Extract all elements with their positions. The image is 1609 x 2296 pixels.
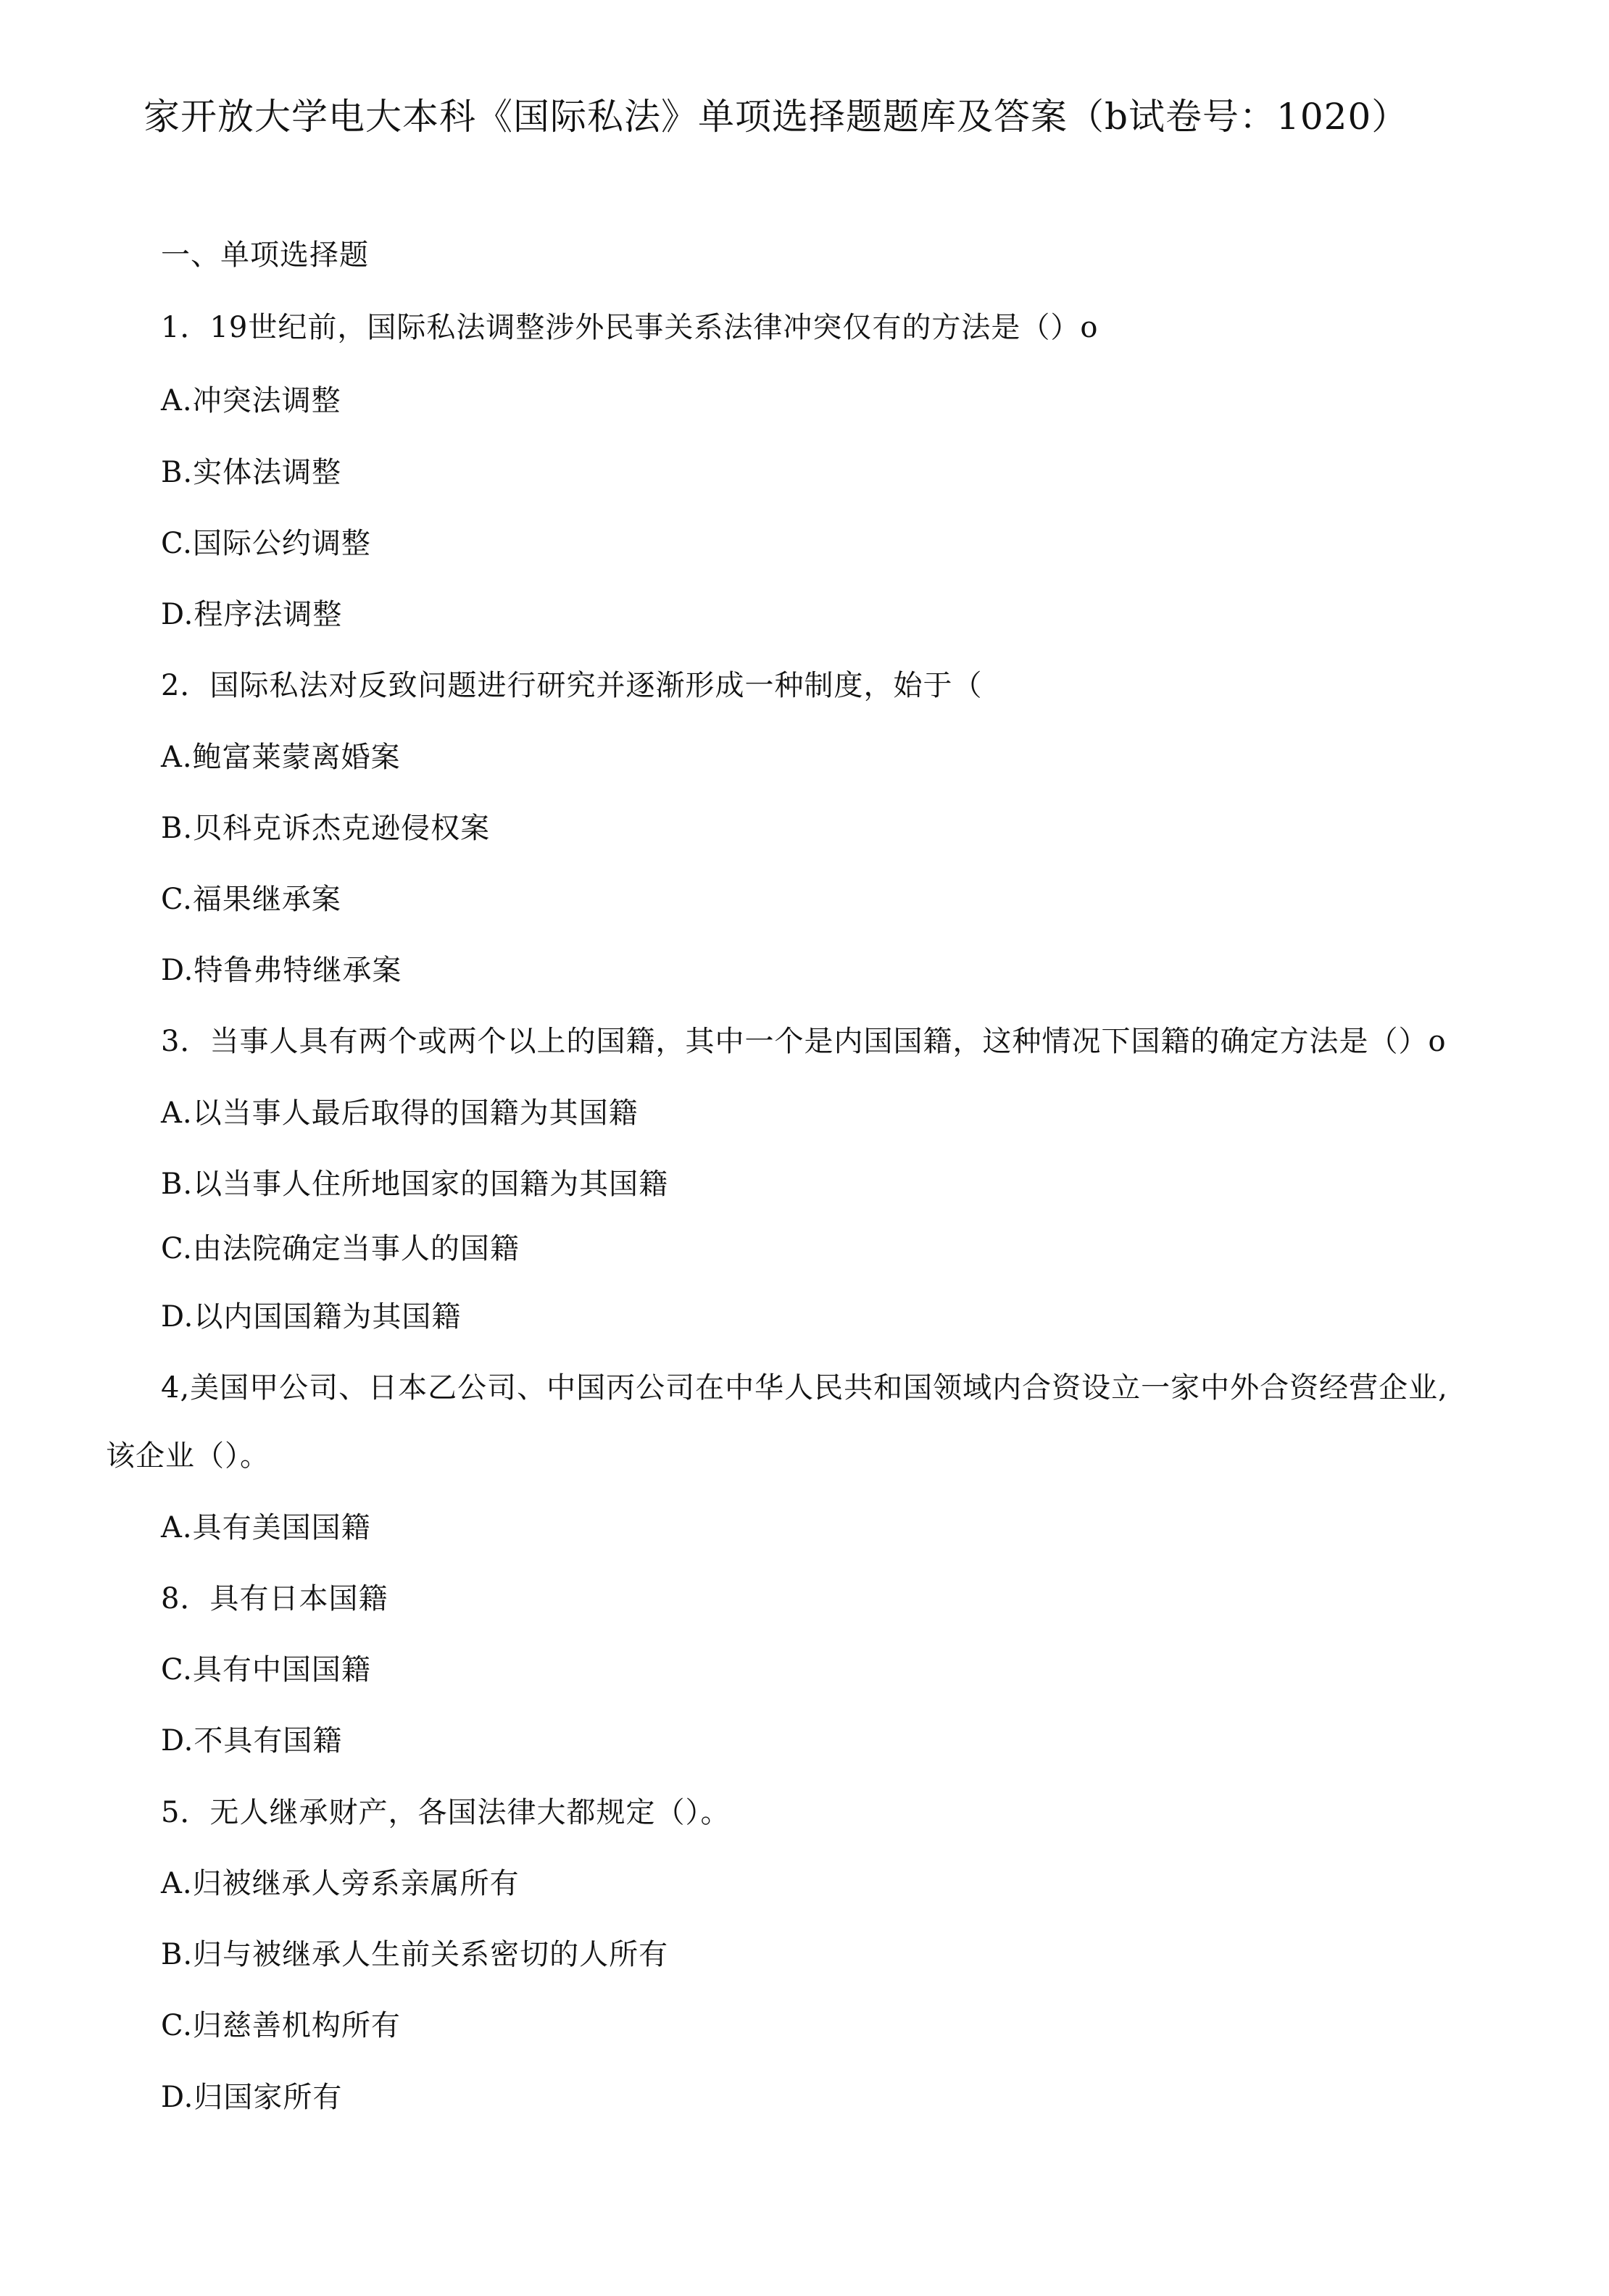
- question-2-stem: 2．国际私法对反致问题进行研究并逐渐形成一种制度，始于（: [161, 669, 983, 702]
- question-2-option-a: A.鲍富莱蒙离婚案: [161, 741, 401, 774]
- question-1-stem: 1．19世纪前，国际私法调整涉外民事关系法律冲突仅有的方法是（）o: [161, 311, 1099, 344]
- question-1-option-a: A.冲突法调整: [161, 384, 341, 417]
- question-4-stem-line-1: 4,美国甲公司、日本乙公司、中国丙公司在中华人民共和国领域内合资设立一家中外合资经营企业,: [161, 1371, 1448, 1405]
- question-3-option-a: A.以当事人最后取得的国籍为其国籍: [161, 1097, 639, 1130]
- question-3-stem: 3．当事人具有两个或两个以上的国籍，其中一个是内国国籍，这种情况下国籍的确定方法是（）o: [161, 1025, 1447, 1058]
- question-5-option-c: C.归慈善机构所有: [161, 2009, 401, 2042]
- question-3-option-b: B.以当事人住所地国家的国籍为其国籍: [161, 1168, 669, 1201]
- question-2-option-b: B.贝科克诉杰克逊侵权案: [161, 812, 491, 845]
- question-3-option-c: C.由法院确定当事人的国籍: [161, 1232, 520, 1265]
- question-5-option-d: D.归国家所有: [161, 2081, 343, 2114]
- question-4-option-a: A.具有美国国籍: [161, 1511, 371, 1544]
- question-4-option-d: D.不具有国籍: [161, 1724, 343, 1758]
- question-4-stem-line-2: 该企业（）。: [106, 1439, 270, 1473]
- question-4-option-c: C.具有中国国籍: [161, 1653, 371, 1686]
- document-title: 家开放大学电大本科《国际私法》单项选择题题库及答案（b试卷号：1020）: [144, 96, 1409, 138]
- question-1-option-c: C.国际公约调整: [161, 527, 371, 560]
- question-5-option-b: B.归与被继承人生前关系密切的人所有: [161, 1938, 669, 1971]
- section-heading: 一、单项选择题: [161, 238, 369, 272]
- question-5-option-a: A.归被继承人旁系亲属所有: [161, 1867, 520, 1900]
- question-4-option-b: 8．具有日本国籍: [161, 1582, 388, 1615]
- question-5-stem: 5．无人继承财产，各国法律大都规定（）。: [161, 1796, 731, 1829]
- question-3-option-d: D.以内国国籍为其国籍: [161, 1300, 462, 1334]
- question-2-option-c: C.福果继承案: [161, 883, 341, 916]
- question-2-option-d: D.特鲁弗特继承案: [161, 954, 402, 987]
- question-1-option-b: B.实体法调整: [161, 456, 342, 489]
- question-1-option-d: D.程序法调整: [161, 598, 343, 631]
